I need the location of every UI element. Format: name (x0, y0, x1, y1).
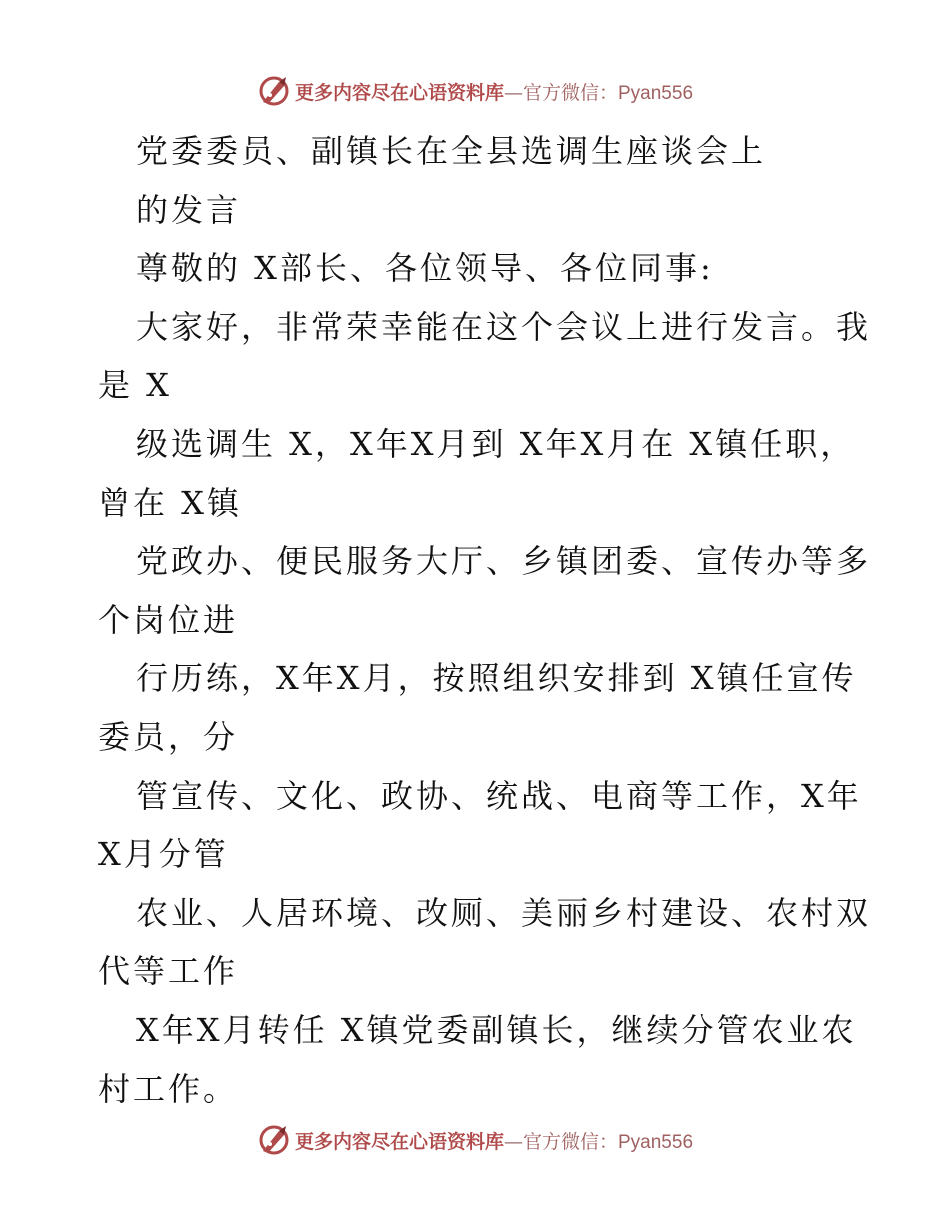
header-banner (0, 71, 950, 111)
header-separator: — (503, 81, 523, 104)
document-line: 代等工作 (98, 952, 239, 991)
document-line: 大家好，非常荣幸能在这个会议上进行发言。我 (136, 307, 872, 346)
header-wechat-id: Pyan556 (618, 82, 694, 104)
footer-wechat-label: 官方微信： (522, 1131, 618, 1153)
document-line: X月分管 (98, 835, 229, 874)
footer-banner (0, 1120, 950, 1160)
document-line: 委员，分 (98, 717, 239, 756)
document-line: 是 X (98, 366, 172, 405)
document-line: 尊敬的 X部长、各位领导、各位同事: (136, 249, 714, 288)
header-wechat-label: 官方微信： (522, 82, 618, 104)
document-line: 村工作。 (98, 1069, 239, 1108)
document-line: 管宣传、文化、政协、统战、电商等工作，X年 (136, 776, 862, 815)
quill-pen-logo-icon (257, 1123, 291, 1157)
document-line: 个岗位进 (98, 600, 239, 639)
header-promo-text: 更多内容尽在心语资料库 (294, 81, 504, 104)
quill-pen-logo-icon (257, 74, 291, 108)
document-line: 级选调生 X，X年X月到 X年X月在 X镇任职， (136, 424, 856, 463)
footer-promo-text: 更多内容尽在心语资料库 (294, 1130, 504, 1153)
document-line: 农业、人居环境、改厕、美丽乡村建设、农村双 (136, 893, 872, 932)
document-body (98, 122, 872, 1118)
document-line: X年X月转任 X镇党委副镇长，继续分管农业农 (136, 1010, 857, 1049)
footer-banner-text (295, 1127, 693, 1154)
header-banner-text (295, 78, 693, 105)
document-line: 曾在 X镇 (98, 483, 242, 522)
document-line: 党委委员、副镇长在全县选调生座谈会上 (136, 132, 767, 170)
document-line: 行历练，X年X月，按照组织安排到 X镇任宣传 (136, 659, 857, 698)
document-line: 的发言 (136, 190, 242, 229)
footer-separator: — (503, 1130, 523, 1153)
document-line: 党政办、便民服务大厅、乡镇团委、宣传办等多 (136, 542, 872, 581)
footer-wechat-id: Pyan556 (618, 1131, 694, 1153)
